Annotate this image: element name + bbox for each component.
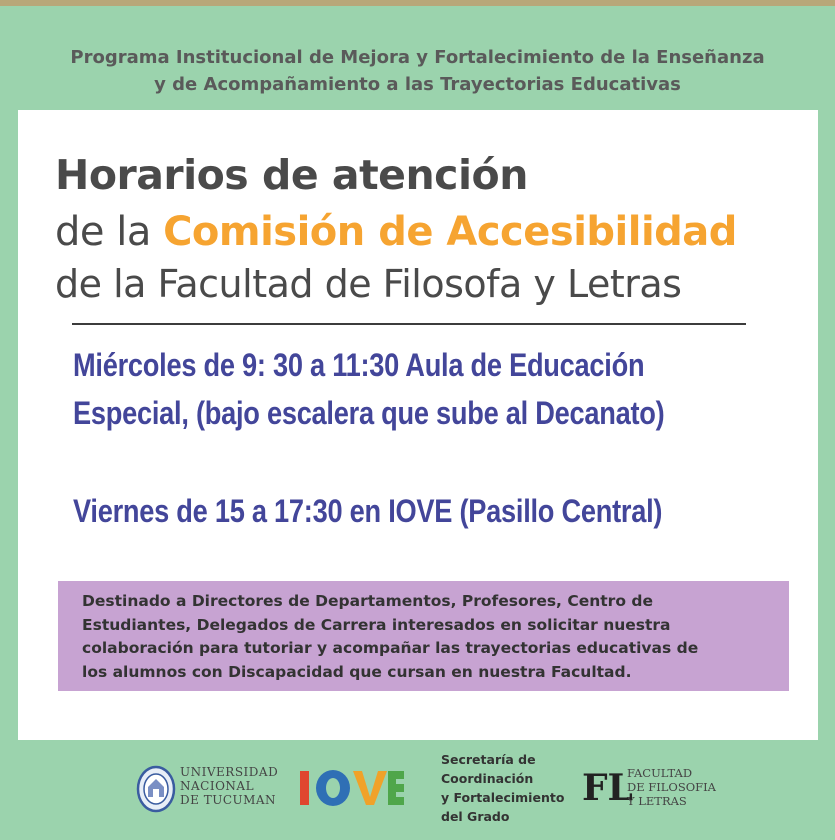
notice-line: colaboración para tutoriar y acompañar las trayectorias educativas de (82, 639, 699, 657)
heading-line-2-prefix: de la (55, 209, 164, 255)
unt-seal-icon (136, 765, 176, 817)
secretaria-line: y Fortalecimiento (441, 790, 565, 805)
secretaria-text (441, 750, 564, 826)
secretaria-line: Secretaría de (441, 752, 536, 767)
ffl-name (627, 766, 716, 808)
ffl-line: DE FILOSOFIA (627, 780, 716, 794)
notice-line: los alumnos con Discapacidad que cursan en nuestra Facultad. (82, 662, 632, 681)
notice-line: Destinado a Directores de Departamentos, Profesores, Centro de (82, 592, 653, 610)
divider (72, 323, 746, 325)
top-bar (0, 0, 835, 6)
iove-logo (300, 767, 405, 813)
schedule-line-3: Viernes de 15 a 17:30 en IOVE (Pasillo Central) (73, 493, 663, 529)
heading-line-2 (55, 209, 737, 255)
schedule-line-1: Miércoles de 9: 30 a 11:30 Aula de Educación (73, 347, 645, 383)
ffl-line: FACULTAD (627, 766, 693, 780)
notice-line: Estudiantes, Delegados de Carrera interesados en solicitar nuestra (82, 615, 671, 634)
unt-line: UNIVERSIDAD (180, 765, 279, 779)
ffl-line: Y LETRAS (627, 794, 687, 808)
heading-accent: Comisión de Accesibilidad (163, 209, 737, 255)
notice-text (82, 590, 782, 684)
secretaria-line: del Grado (441, 809, 510, 824)
ffl-logo (582, 764, 633, 812)
schedule-line-2: Especial, (bajo escalera que sube al Decanato) (73, 395, 665, 431)
unt-line: NACIONAL (180, 779, 255, 793)
ffl-mark: FL (582, 767, 633, 809)
program-line-2: y de Acompañamiento a las Trayectorias Educativas (154, 74, 681, 95)
unt-line: DE TUCUMAN (180, 793, 277, 807)
heading-line-3: de la Facultad de Filosofa y Letras (55, 262, 682, 306)
program-title (0, 44, 835, 98)
heading-line-1: Horarios de atención (55, 151, 528, 199)
program-line-1: Programa Institucional de Mejora y Fortalecimiento de la Enseñanza (70, 47, 765, 68)
secretaria-line: Coordinación (441, 771, 534, 786)
unt-name (180, 765, 278, 807)
